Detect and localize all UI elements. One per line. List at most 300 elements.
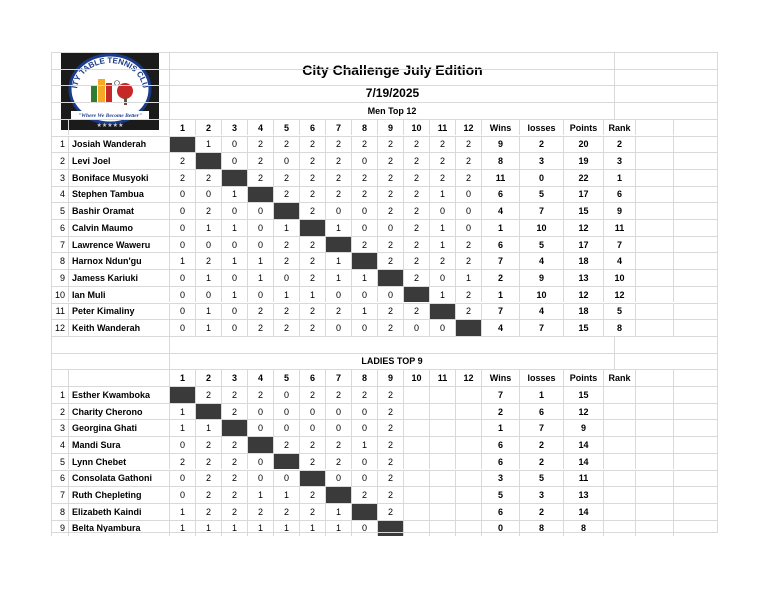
score-cell: 2 [273,504,299,520]
empty-cell [673,220,705,236]
score-cell: 2 [325,387,351,403]
player-name: Boniface Musyoki [68,170,169,186]
column-header: 10 [403,120,429,136]
score-cell: 0 [325,420,351,436]
wins-cell: 1 [481,287,519,303]
score-cell: 0 [247,420,273,436]
score-cell: 2 [299,454,325,470]
column-header: 1 [169,370,195,386]
score-cell: 2 [195,253,221,269]
score-cell: 1 [195,270,221,286]
rank-cell [603,521,635,537]
column-header: Points [563,120,603,136]
row-number: 7 [51,237,68,253]
score-cell: 1 [299,287,325,303]
losses-cell: 2 [519,454,563,470]
empty-cell [673,487,705,503]
column-header: 5 [273,370,299,386]
score-cell: 0 [325,203,351,219]
wins-cell: 9 [481,137,519,153]
ladies-player-row [51,419,718,436]
column-header: 11 [429,120,455,136]
ladies-section-heading: LADIES TOP 9 [169,354,614,370]
rank-cell: 5 [603,304,635,320]
score-cell: 0 [351,287,377,303]
player-name: Calvin Maumo [68,220,169,236]
losses-cell: 5 [519,471,563,487]
losses-cell: 2 [519,504,563,520]
score-cell: 2 [273,137,299,153]
score-cell: 0 [221,304,247,320]
score-cell: 2 [351,170,377,186]
row-number: 3 [51,170,68,186]
score-cell: 2 [377,237,403,253]
wins-cell: 7 [481,387,519,403]
score-cell: 2 [299,137,325,153]
score-cell: 0 [247,471,273,487]
wins-cell: 1 [481,220,519,236]
points-cell: 22 [563,170,603,186]
score-cell: 0 [247,404,273,420]
score-cell: 2 [195,203,221,219]
score-cell: 2 [455,304,481,320]
empty-cell [673,387,705,403]
score-cell: 2 [325,454,351,470]
column-header: Wins [481,370,519,386]
event-date: 7/19/2025 [365,86,420,100]
empty-cell [635,237,673,253]
empty-cell [635,270,673,286]
points-cell: 12 [563,220,603,236]
score-cell [455,404,481,420]
score-cell: 0 [403,320,429,336]
rank-cell [603,437,635,453]
self-match-cell [195,153,221,169]
rank-cell: 2 [603,137,635,153]
player-name: Mandi Sura [68,437,169,453]
score-cell: 0 [195,237,221,253]
score-cell: 1 [169,404,195,420]
title-cell [169,53,614,69]
wins-cell: 6 [481,437,519,453]
score-cell [455,504,481,520]
score-cell: 0 [273,387,299,403]
men-header-row [51,119,718,136]
score-cell: 2 [195,387,221,403]
column-header: 9 [377,120,403,136]
self-match-cell [221,170,247,186]
score-cell: 2 [377,153,403,169]
score-cell: 0 [273,404,299,420]
score-cell: 1 [247,270,273,286]
points-cell: 15 [563,387,603,403]
wins-cell: 2 [481,270,519,286]
logo-stars: ★★★★★ [96,122,124,129]
empty-cell [614,337,718,353]
empty-cell [673,287,705,303]
score-cell: 0 [247,220,273,236]
score-cell: 2 [429,137,455,153]
score-cell: 1 [273,287,299,303]
row-number: 11 [51,304,68,320]
score-cell: 1 [221,220,247,236]
score-cell: 1 [169,420,195,436]
score-cell: 1 [247,521,273,537]
score-cell: 0 [221,270,247,286]
score-cell: 0 [169,304,195,320]
score-cell: 0 [377,287,403,303]
score-cell: 2 [351,187,377,203]
row-number: 1 [51,137,68,153]
player-name: Belta Nyambura [68,521,169,537]
score-cell: 0 [351,471,377,487]
player-name: Levi Joel [68,153,169,169]
men-player-row [51,319,718,336]
score-cell: 2 [299,320,325,336]
score-cell: 2 [351,387,377,403]
self-match-cell [351,253,377,269]
self-match-cell [195,404,221,420]
empty-cell [635,454,673,470]
empty-cell [68,120,169,136]
score-cell: 2 [221,437,247,453]
men-player-row [51,136,718,153]
points-cell: 18 [563,253,603,269]
score-cell: 0 [247,287,273,303]
row-number: 12 [51,320,68,336]
score-cell: 1 [325,270,351,286]
self-match-cell [169,387,195,403]
score-cell: 2 [455,253,481,269]
score-cell: 0 [221,153,247,169]
rank-cell: 9 [603,203,635,219]
row-number: 6 [51,471,68,487]
losses-cell: 4 [519,304,563,320]
losses-cell: 0 [519,170,563,186]
score-cell: 0 [169,203,195,219]
score-cell: 2 [429,253,455,269]
score-cell: 1 [273,487,299,503]
empty-cell [51,86,169,102]
player-name: Esther Kwamboka [68,387,169,403]
score-cell: 2 [299,153,325,169]
empty-cell [673,320,705,336]
empty-cell [614,354,718,370]
ladies-player-row [51,453,718,470]
wins-cell: 6 [481,187,519,203]
score-cell: 0 [455,187,481,203]
points-cell: 17 [563,237,603,253]
score-cell: 2 [221,387,247,403]
score-cell: 2 [195,437,221,453]
score-cell: 1 [273,521,299,537]
self-match-cell [429,304,455,320]
wins-cell: 6 [481,454,519,470]
empty-cell [635,471,673,487]
empty-cell [635,304,673,320]
score-cell: 0 [455,220,481,236]
wins-cell: 11 [481,170,519,186]
losses-cell: 7 [519,203,563,219]
score-cell: 0 [377,220,403,236]
self-match-cell [247,437,273,453]
empty-cell [635,120,673,136]
score-cell: 2 [403,137,429,153]
empty-cell [635,153,673,169]
score-cell: 2 [377,387,403,403]
score-cell [429,387,455,403]
empty-cell [614,70,718,86]
score-cell [403,454,429,470]
logo-text: ITY TABLE TENNIS CLU [70,55,150,89]
score-cell: 2 [351,137,377,153]
score-cell: 0 [221,137,247,153]
score-cell: 2 [403,270,429,286]
score-cell: 2 [299,237,325,253]
self-match-cell [403,287,429,303]
self-match-cell [377,270,403,286]
points-cell: 19 [563,153,603,169]
player-name: Keith Wanderah [68,320,169,336]
score-cell: 2 [325,304,351,320]
score-cell: 2 [221,404,247,420]
row-number: 9 [51,270,68,286]
score-cell: 2 [377,454,403,470]
empty-cell [673,237,705,253]
row-number: 5 [51,203,68,219]
empty-cell [51,354,169,370]
score-cell: 0 [351,521,377,537]
score-cell: 0 [351,153,377,169]
score-cell: 1 [429,237,455,253]
empty-cell [635,370,673,386]
row-number: 2 [51,404,68,420]
losses-cell: 5 [519,237,563,253]
score-cell: 0 [169,270,195,286]
score-cell: 0 [221,320,247,336]
score-cell: 2 [351,237,377,253]
column-header: 1 [169,120,195,136]
men-player-row [51,219,718,236]
empty-cell [673,304,705,320]
score-cell: 0 [299,404,325,420]
points-cell: 12 [563,404,603,420]
row-number: 4 [51,187,68,203]
score-cell: 2 [247,137,273,153]
score-cell: 0 [351,320,377,336]
self-match-cell [273,203,299,219]
rank-cell: 8 [603,320,635,336]
self-match-cell [455,320,481,336]
wins-cell: 2 [481,404,519,420]
ladies-player-row [51,520,718,537]
score-cell: 0 [325,320,351,336]
rank-cell: 7 [603,237,635,253]
wins-cell: 3 [481,471,519,487]
score-cell: 0 [247,203,273,219]
empty-cell [673,370,705,386]
score-cell: 1 [325,220,351,236]
score-cell: 0 [299,420,325,436]
rank-cell: 11 [603,220,635,236]
points-cell: 9 [563,420,603,436]
score-cell: 1 [351,304,377,320]
score-cell: 1 [429,220,455,236]
score-cell [403,387,429,403]
score-cell: 0 [195,187,221,203]
empty-cell [673,270,705,286]
score-cell: 0 [429,270,455,286]
column-header: 12 [455,370,481,386]
empty-cell [673,454,705,470]
column-header: Rank [603,120,635,136]
losses-cell: 4 [519,253,563,269]
score-cell: 2 [403,253,429,269]
score-cell: 1 [169,521,195,537]
rank-cell [603,504,635,520]
column-header: 3 [221,370,247,386]
score-cell [403,471,429,487]
losses-cell: 10 [519,220,563,236]
column-header: 7 [325,370,351,386]
points-cell: 15 [563,320,603,336]
score-cell: 2 [195,487,221,503]
score-cell: 2 [377,487,403,503]
score-cell: 2 [247,504,273,520]
player-name: Harnox Ndun'gu [68,253,169,269]
player-name: Peter Kimaliny [68,304,169,320]
score-cell: 2 [221,471,247,487]
score-cell: 2 [377,320,403,336]
score-cell: 1 [221,187,247,203]
row-number: 8 [51,504,68,520]
score-cell: 2 [221,504,247,520]
rank-cell [603,487,635,503]
self-match-cell [299,220,325,236]
score-cell: 1 [273,220,299,236]
score-cell: 0 [169,187,195,203]
score-cell: 0 [351,404,377,420]
empty-cell [635,287,673,303]
losses-cell: 3 [519,487,563,503]
score-cell: 1 [325,521,351,537]
score-cell: 2 [377,504,403,520]
score-cell: 2 [377,404,403,420]
empty-cell [673,521,705,537]
points-cell: 8 [563,521,603,537]
score-cell: 2 [221,487,247,503]
score-cell: 1 [299,521,325,537]
score-cell: 2 [455,153,481,169]
men-player-row [51,169,718,186]
empty-cell [673,420,705,436]
losses-cell: 7 [519,320,563,336]
score-cell: 2 [325,137,351,153]
empty-cell [51,120,68,136]
score-cell: 2 [247,320,273,336]
player-name: Bashir Oramat [68,203,169,219]
score-cell: 2 [169,170,195,186]
score-cell: 1 [169,253,195,269]
score-cell: 0 [195,287,221,303]
points-cell: 14 [563,454,603,470]
score-cell: 2 [299,253,325,269]
score-cell: 2 [195,471,221,487]
ladies-player-row [51,503,718,520]
empty-cell [673,120,705,136]
column-header: 9 [377,370,403,386]
page-title: City Challenge July Edition [302,62,483,78]
player-name: Georgina Ghati [68,420,169,436]
score-cell: 2 [299,187,325,203]
score-cell: 2 [377,471,403,487]
empty-cell [673,170,705,186]
wins-cell: 6 [481,237,519,253]
score-cell: 2 [403,304,429,320]
losses-cell: 1 [519,387,563,403]
score-cell: 2 [299,487,325,503]
row-number: 10 [51,287,68,303]
score-cell: 0 [273,471,299,487]
score-cell: 0 [429,320,455,336]
score-cell: 0 [221,203,247,219]
score-cell: 2 [273,170,299,186]
rank-cell [603,471,635,487]
score-cell: 2 [273,237,299,253]
score-cell: 2 [403,170,429,186]
ladies-header-row [51,369,718,386]
score-cell: 2 [273,320,299,336]
score-cell: 0 [325,404,351,420]
row-number: 6 [51,220,68,236]
empty-cell [673,153,705,169]
score-cell: 0 [169,287,195,303]
score-cell [429,404,455,420]
score-cell [403,437,429,453]
column-header: 12 [455,120,481,136]
points-cell: 20 [563,137,603,153]
score-cell: 2 [377,420,403,436]
wins-cell: 7 [481,304,519,320]
wins-cell: 4 [481,203,519,219]
score-cell: 0 [351,203,377,219]
empty-cell [635,504,673,520]
men-section-heading: Men Top 12 [169,103,614,119]
wins-cell: 4 [481,320,519,336]
score-cell: 2 [377,437,403,453]
self-match-cell [221,420,247,436]
score-cell: 0 [273,270,299,286]
men-section-heading-row [51,102,718,119]
score-cell: 2 [299,270,325,286]
wins-cell: 0 [481,521,519,537]
empty-cell [635,187,673,203]
player-name: Consolata Gathoni [68,471,169,487]
ladies-player-row [51,403,718,420]
score-cell: 0 [325,471,351,487]
rank-cell: 10 [603,270,635,286]
wins-cell: 7 [481,253,519,269]
score-cell: 1 [247,487,273,503]
score-cell: 2 [455,137,481,153]
column-header: 6 [299,370,325,386]
empty-cell [635,387,673,403]
date-cell-row [51,85,718,102]
score-cell [403,504,429,520]
score-cell: 0 [221,237,247,253]
ladies-section-heading-row [51,353,718,370]
row-number: 8 [51,253,68,269]
